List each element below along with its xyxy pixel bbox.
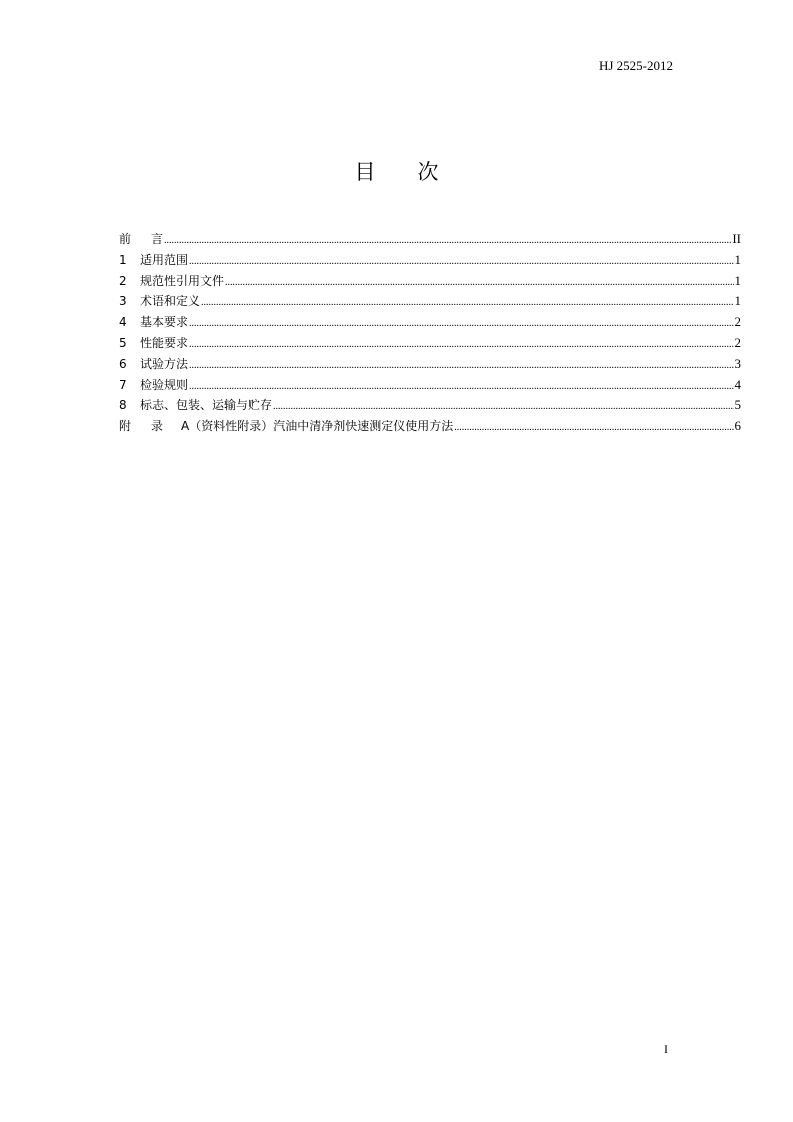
toc-entry-page: 1 [734,251,741,267]
toc-entry-performance-requirements[interactable] [119,333,741,354]
appendix-char-2: 录 [151,419,164,434]
toc-entry-page: 6 [734,418,741,434]
dot-leader [201,293,733,314]
table-of-contents [119,229,741,437]
toc-entry-test-methods[interactable] [119,354,741,375]
dot-leader [189,252,733,273]
toc-entry-normative-references[interactable] [119,271,741,292]
page-number: I [664,1042,668,1056]
toc-entry-page: 3 [734,355,741,371]
toc-entry-page: 2 [734,314,741,330]
dot-leader [454,418,733,439]
dot-leader [189,377,733,398]
toc-entry-title: 检验规则 [140,377,189,392]
dot-leader [189,314,733,335]
toc-entry-page: II [732,231,741,246]
dot-leader [273,397,733,418]
standard-number: HJ 2525-2012 [598,58,673,73]
toc-entry-title: 适用范围 [140,252,189,267]
dot-leader [189,356,733,377]
toc-entry-page: 2 [734,334,741,350]
toc-entry-marking-packaging[interactable] [119,395,741,416]
toc-entry-page: 5 [734,397,741,413]
toc-entry-title [119,229,163,250]
toc-entry-appendix-a[interactable] [119,416,741,437]
toc-heading-part1: 目 [354,160,376,184]
toc-entry-number: 3 [119,294,127,309]
toc-entry-title: 基本要求 [140,315,189,330]
foreword-char-2: 言 [151,232,164,246]
foreword-char-1: 前 [119,232,132,246]
toc-entry-basic-requirements[interactable] [119,312,741,333]
toc-entry-page: 1 [734,272,741,288]
toc-entry-page: 1 [734,293,741,309]
toc-entry-appendix-label [119,416,181,437]
toc-heading [0,158,793,186]
toc-entry-number: 6 [119,356,127,371]
toc-entry-inspection-rules[interactable] [119,375,741,396]
dot-leader [189,335,733,356]
toc-entry-title: 规范性引用文件 [140,273,225,288]
toc-entry-title: 性能要求 [140,335,189,350]
toc-entry-page: 4 [734,376,741,392]
toc-entry-foreword[interactable] [119,229,741,250]
dot-leader [225,273,733,294]
toc-entry-title: 试验方法 [140,356,189,371]
toc-entry-title: 术语和定义 [140,294,201,309]
toc-entry-scope[interactable] [119,250,741,271]
toc-entry-number: 2 [119,273,127,288]
toc-entry-number: 1 [119,252,127,267]
toc-heading-part2: 次 [417,160,439,184]
toc-entry-number: 8 [119,398,127,413]
toc-entry-title: A（资料性附录）汽油中清净剂快速测定仪使用方法 [181,419,454,434]
toc-entry-number: 5 [119,335,127,350]
appendix-char-1: 附 [119,419,132,434]
toc-entry-number: 7 [119,377,127,392]
toc-entry-title: 标志、包装、运输与贮存 [140,398,273,413]
toc-entry-terms-definitions[interactable] [119,291,741,312]
toc-entry-number: 4 [119,315,127,330]
dot-leader [164,231,731,252]
